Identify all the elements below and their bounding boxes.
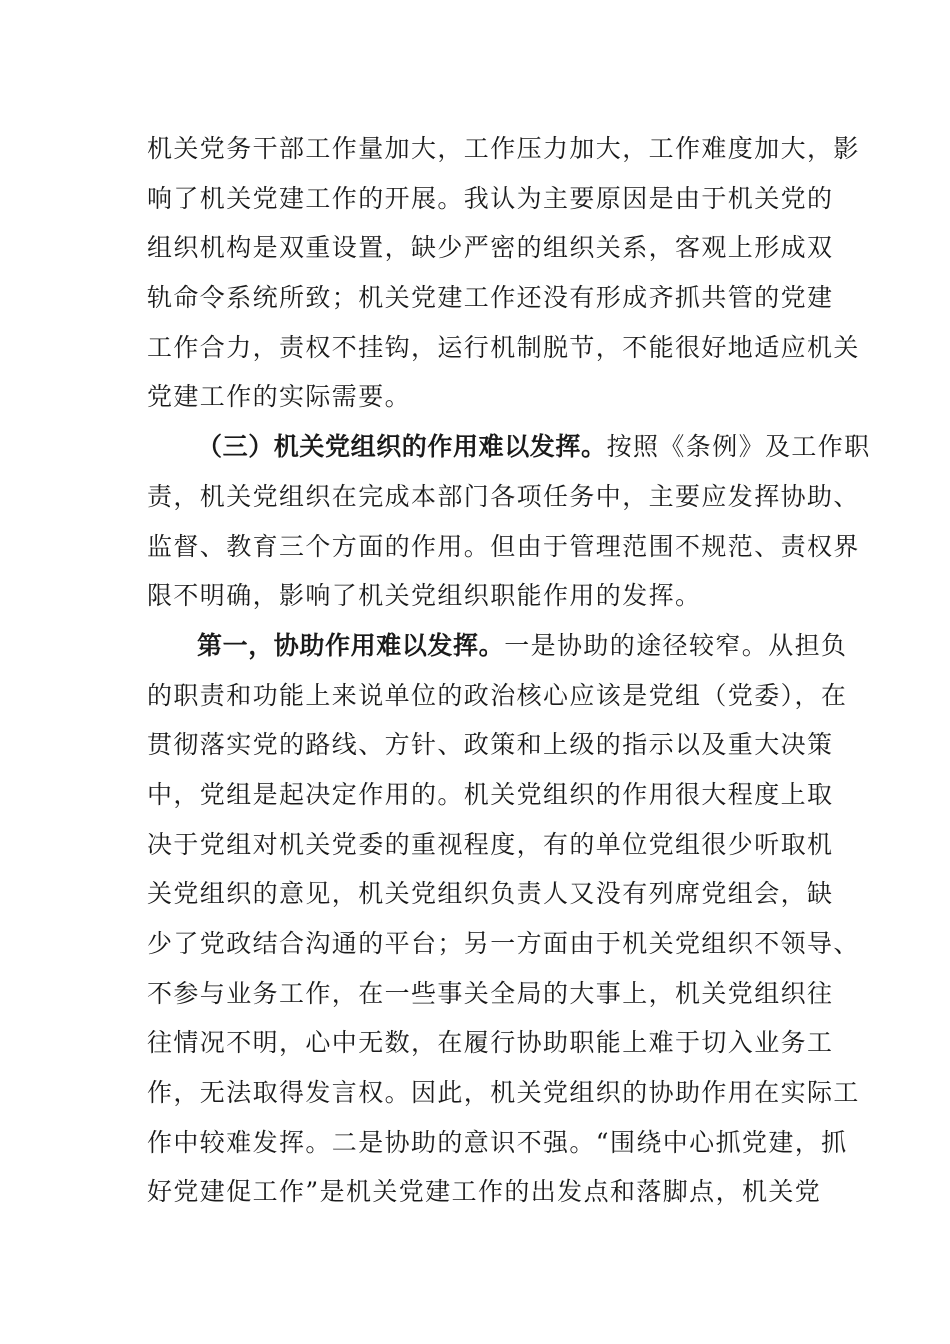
text-line [147,1118,848,1168]
text-line [147,1167,822,1217]
text-line [147,372,807,422]
line-text: 往情况不明，心中无数，在履行协助职能上难于切入业务工 [147,1028,834,1058]
line-text: 机关党务干部工作量加大，工作压力加大，工作难度加大，影 [147,134,860,163]
body-text [147,124,871,1217]
line-text: 按照《条例》及工作职 [606,432,871,462]
line-text: 责，机关党组织在完成本部门各项任务中，主要应发挥协助、 [147,481,860,511]
text-line [147,571,807,621]
line-text: 党建工作的实际需要。 [147,382,412,412]
text-line [147,223,834,273]
text-line [147,323,860,373]
text-line [147,820,834,870]
text-line [147,869,834,919]
line-text: 作中较难发挥。二是协助的意识不强。“围绕中心抓党建，抓 [147,1127,848,1157]
text-line [147,969,834,1019]
text-line [147,472,860,522]
text-line [147,720,834,770]
line-text: 不参与业务工作，在一些事关全局的大事上，机关党组织往 [147,978,834,1008]
text-line [147,919,860,969]
text-line [147,770,834,820]
line-text: 好党建促工作”是机关党建工作的出发点和落脚点，机关党 [147,1177,822,1207]
line-text: 贯彻落实党的路线、方针、政策和上级的指示以及重大决策 [147,730,834,760]
text-line [147,522,860,572]
subsection-heading: 第一，协助作用难以发挥。 [197,630,505,660]
paragraph-start-line [147,422,871,472]
section-heading: （三）机关党组织的作用难以发挥。 [197,432,607,462]
text-line [147,124,860,174]
line-text: 决于党组对机关党委的重视程度，有的单位党组很少听取机 [147,829,834,859]
line-text: 中，党组是起决定作用的。机关党组织的作用很大程度上取 [147,779,834,809]
text-line [147,174,834,224]
text-line [147,671,848,721]
text-line [147,1018,834,1068]
line-text: 的职责和功能上来说单位的政治核心应该是党组（党委），在 [147,680,848,710]
text-line [147,1068,860,1118]
line-text: 组织机构是双重设置，缺少严密的组织关系，客观上形成双 [147,233,834,263]
line-text: 作，无法取得发言权。因此，机关党组织的协助作用在实际工 [147,1078,860,1108]
line-text: 工作合力，责权不挂钩，运行机制脱节，不能很好地适应机关 [147,332,860,362]
text-line [147,273,834,323]
line-text: 一是协助的途径较窄。从担负 [504,630,848,660]
line-text: 关党组织的意见，机关党组织负责人又没有列席党组会，缺 [147,879,834,909]
line-text: 限不明确，影响了机关党组织职能作用的发挥。 [147,581,702,611]
line-text: 响了机关党建工作的开展。我认为主要原因是由于机关党的 [147,183,834,213]
line-text: 监督、教育三个方面的作用。但由于管理范围不规范、责权界 [147,531,860,561]
line-text: 少了党政结合沟通的平台；另一方面由于机关党组织不领导、 [147,929,860,958]
paragraph-start-line [147,621,848,671]
line-text: 轨命令系统所致；机关党建工作还没有形成齐抓共管的党建 [147,283,834,313]
